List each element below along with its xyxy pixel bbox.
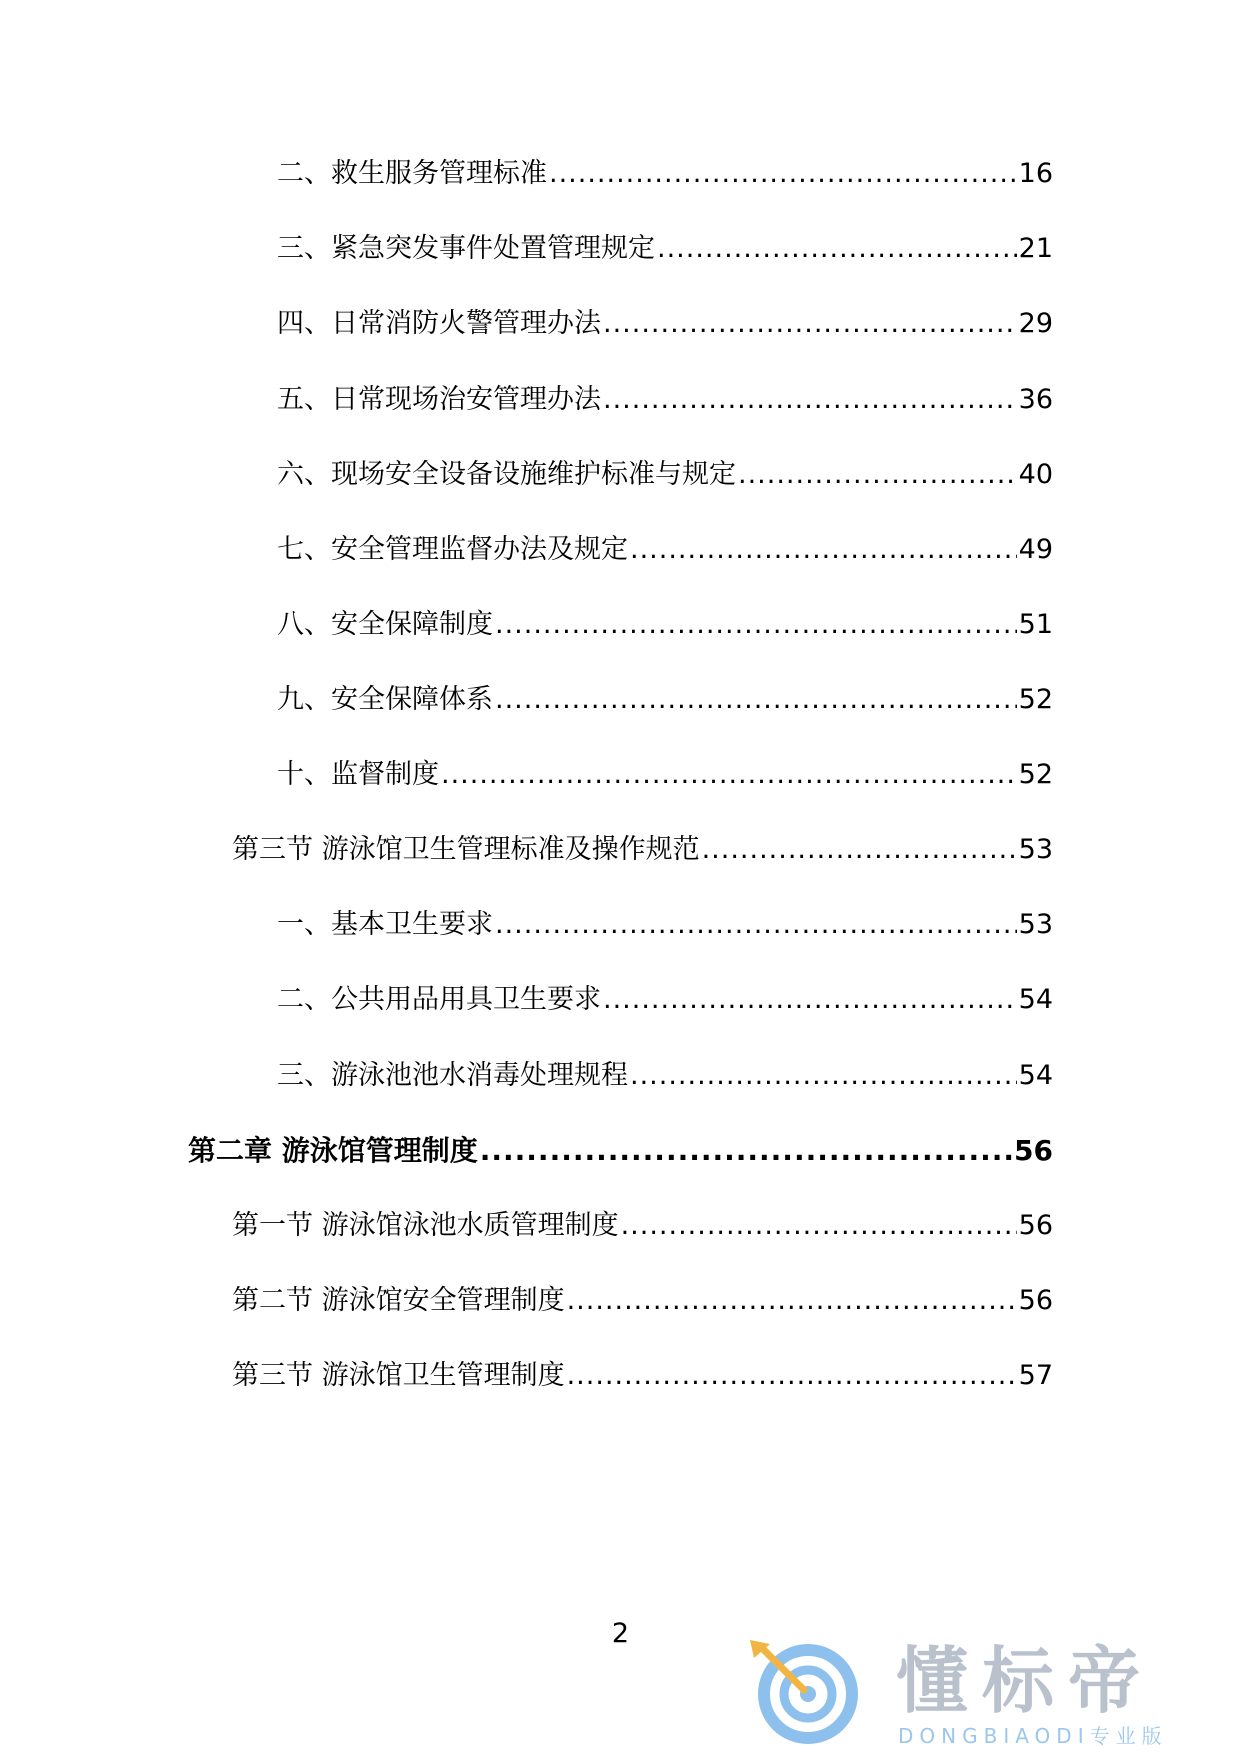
toc-dot-leader bbox=[495, 605, 1017, 645]
toc-entry-title: 二、公共用品用具卫生要求 bbox=[277, 984, 601, 1015]
target-arrow-logo-icon bbox=[746, 1636, 866, 1748]
toc-entry[interactable] bbox=[232, 1281, 1053, 1321]
toc-dot-leader bbox=[549, 154, 1017, 194]
toc-entry[interactable] bbox=[277, 455, 1053, 495]
toc-entry[interactable] bbox=[232, 1206, 1053, 1246]
toc-entry-title: 三、游泳池池水消毒处理规程 bbox=[277, 1060, 628, 1091]
toc-entry-title: 五、日常现场治安管理办法 bbox=[277, 384, 601, 415]
toc-entry-page: 56 bbox=[1018, 1285, 1053, 1316]
toc-entry[interactable] bbox=[277, 755, 1053, 795]
toc-entry-title: 第三节 游泳馆卫生管理制度 bbox=[232, 1360, 565, 1391]
toc-entry-page: 52 bbox=[1018, 684, 1053, 715]
toc-entry-title: 二、救生服务管理标准 bbox=[277, 158, 547, 189]
toc-entry-page: 21 bbox=[1018, 233, 1053, 264]
toc-entry[interactable] bbox=[277, 680, 1053, 720]
watermark bbox=[746, 1636, 1226, 1748]
toc-entry[interactable] bbox=[277, 980, 1053, 1020]
toc-entry-page: 29 bbox=[1018, 308, 1053, 339]
toc-entry[interactable] bbox=[277, 1056, 1053, 1096]
toc-dot-leader bbox=[603, 304, 1017, 344]
toc-entry[interactable] bbox=[277, 380, 1053, 420]
toc-entry-page: 52 bbox=[1018, 759, 1053, 790]
toc-entry-title: 第三节 游泳馆卫生管理标准及操作规范 bbox=[232, 834, 700, 865]
toc-entry-page: 57 bbox=[1018, 1360, 1053, 1391]
toc-entry-title: 三、紧急突发事件处置管理规定 bbox=[277, 233, 655, 264]
toc-entry-title: 十、监督制度 bbox=[277, 759, 439, 790]
toc-entry[interactable] bbox=[277, 229, 1053, 269]
toc-entry-page: 40 bbox=[1018, 459, 1053, 490]
toc-entry-title: 第二章 游泳馆管理制度 bbox=[188, 1134, 478, 1167]
toc-dot-leader bbox=[441, 755, 1017, 795]
toc-entry-page: 49 bbox=[1018, 534, 1053, 565]
toc-entry-page: 56 bbox=[1014, 1134, 1053, 1167]
toc-entry-page: 36 bbox=[1018, 384, 1053, 415]
toc-entry-title: 一、基本卫生要求 bbox=[277, 909, 493, 940]
toc-dot-leader bbox=[495, 680, 1017, 720]
toc-dot-leader bbox=[738, 455, 1017, 495]
toc-entry-page: 54 bbox=[1018, 1060, 1053, 1091]
toc-entry-title: 七、安全管理监督办法及规定 bbox=[277, 534, 628, 565]
toc-dot-leader bbox=[603, 380, 1017, 420]
toc-entry[interactable] bbox=[277, 304, 1053, 344]
toc-entry[interactable] bbox=[277, 905, 1053, 945]
toc-dot-leader bbox=[567, 1356, 1017, 1396]
toc-entry-page: 54 bbox=[1018, 984, 1053, 1015]
toc-entry-page: 53 bbox=[1018, 834, 1053, 865]
toc-dot-leader bbox=[603, 980, 1017, 1020]
toc-entry-page: 51 bbox=[1018, 609, 1053, 640]
toc-entry-title: 六、现场安全设备设施维护标准与规定 bbox=[277, 459, 736, 490]
toc-entry-page: 16 bbox=[1018, 158, 1053, 189]
toc-entry[interactable] bbox=[232, 1356, 1053, 1396]
toc-entry[interactable] bbox=[277, 154, 1053, 194]
toc-dot-leader bbox=[480, 1131, 1012, 1171]
toc-chapter-entry[interactable] bbox=[188, 1131, 1053, 1171]
watermark-subtitle: DONGBIAODI专业版 bbox=[898, 1724, 1168, 1748]
toc-entry[interactable] bbox=[232, 830, 1053, 870]
toc-entry-title: 第一节 游泳馆泳池水质管理制度 bbox=[232, 1210, 619, 1241]
toc-entry-title: 四、日常消防火警管理办法 bbox=[277, 308, 601, 339]
toc-entry-title: 第二节 游泳馆安全管理制度 bbox=[232, 1285, 565, 1316]
toc-dot-leader bbox=[495, 905, 1017, 945]
toc-dot-leader bbox=[630, 530, 1017, 570]
toc-dot-leader bbox=[630, 1056, 1017, 1096]
watermark-brand: 懂标帝 bbox=[896, 1639, 1155, 1723]
toc-entry-title: 九、安全保障体系 bbox=[277, 684, 493, 715]
page-number: 2 bbox=[611, 1618, 630, 1649]
toc-entry-title: 八、安全保障制度 bbox=[277, 609, 493, 640]
toc-dot-leader bbox=[621, 1206, 1017, 1246]
toc-entry-page: 56 bbox=[1018, 1210, 1053, 1241]
toc-entry[interactable] bbox=[277, 605, 1053, 645]
toc-entry-page: 53 bbox=[1018, 909, 1053, 940]
toc-dot-leader bbox=[567, 1281, 1017, 1321]
toc-dot-leader bbox=[702, 830, 1017, 870]
toc-entry[interactable] bbox=[277, 530, 1053, 570]
toc-dot-leader bbox=[657, 229, 1017, 269]
